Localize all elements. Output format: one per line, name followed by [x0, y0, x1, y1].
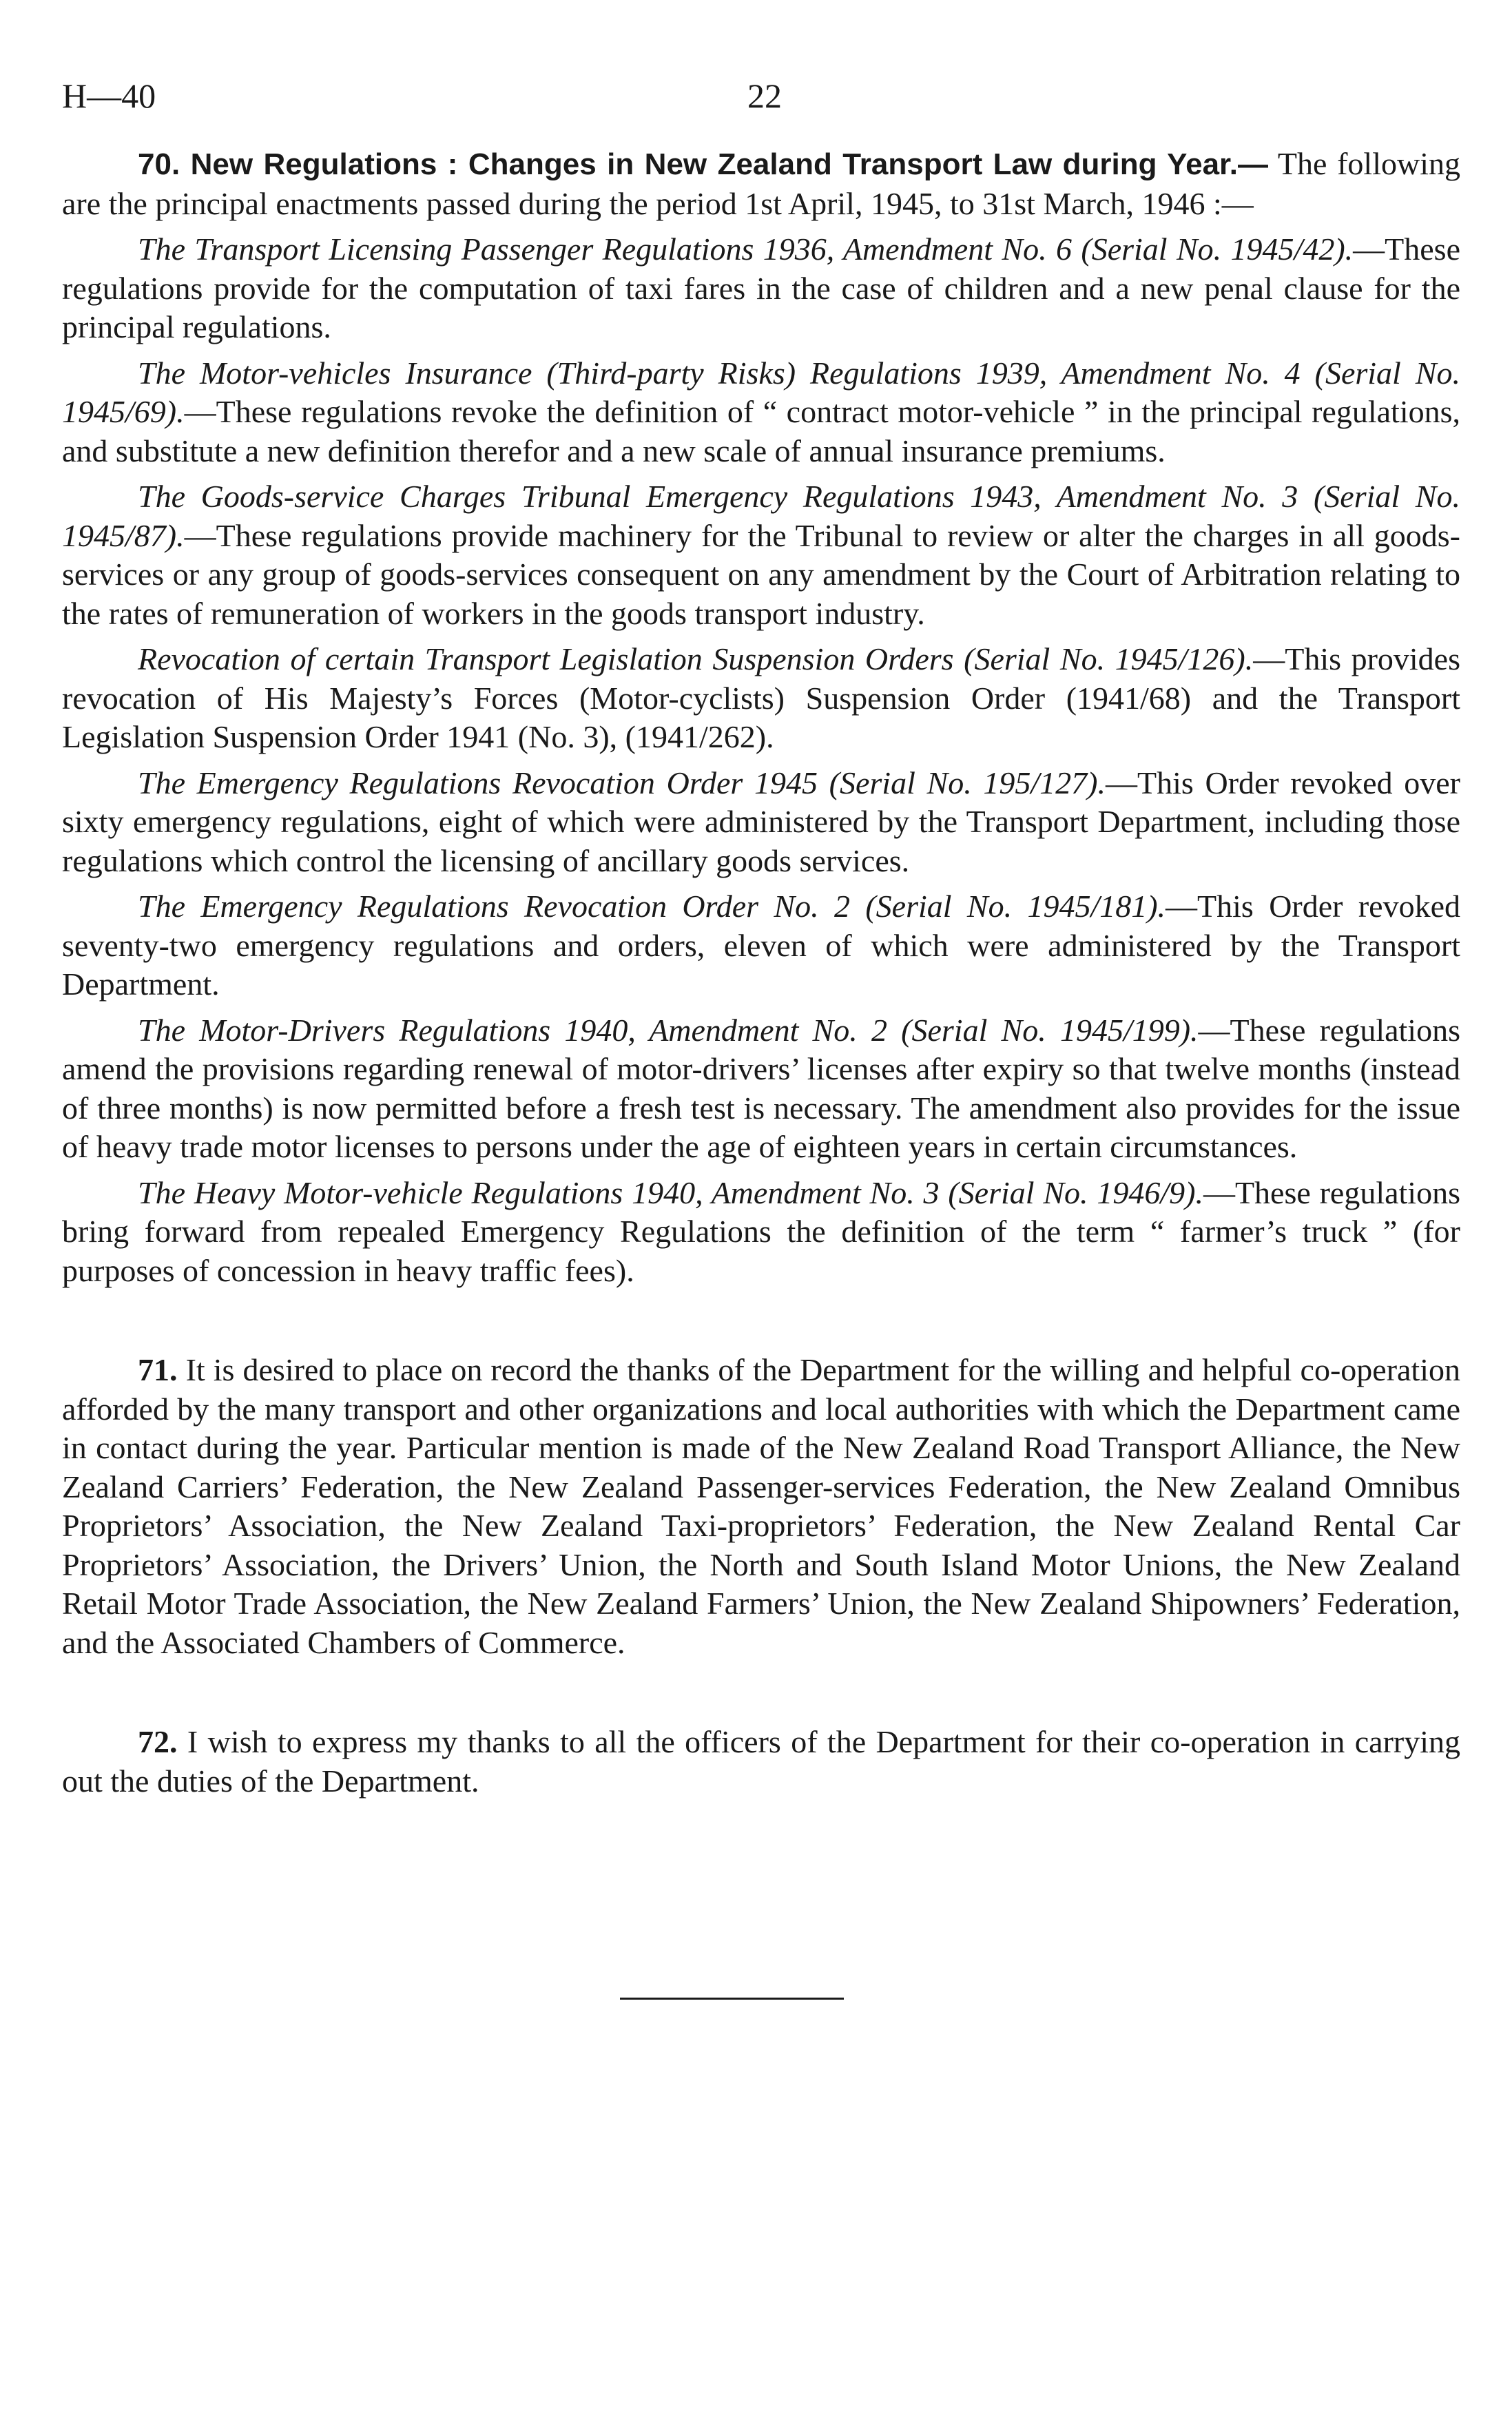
regulation-title: The Transport Licensing Passenger Regulations 1936, Amendment No. 6 (Serial No. 1945/42).	[138, 231, 1354, 267]
regulation-body: —These regulations provide for the computation of taxi fares in the case of children and a new penal clause for the principal regulations.	[62, 231, 1460, 344]
regulation-body: —These regulations amend the provisions regarding renewal of motor-drivers’ licenses after expiry so that twelve months (instead of three months) is now permitted before a fresh test is necessary. The amendment also provides for the issue of heavy trade motor licenses to persons under the age of eighteen years in certain circumstances.	[62, 1012, 1460, 1164]
regulation-title: The Goods-service Charges Tribunal Emergency Regulations 1943, Amendment No. 3 (Serial No. 1945/87).	[62, 479, 1460, 553]
section-70-heading: 70. New Regulations : Changes in New Zealand Transport Law during Year.—	[138, 147, 1268, 181]
regulation-item	[62, 354, 1460, 471]
regulation-item	[62, 640, 1460, 757]
regulation-item	[62, 764, 1460, 881]
regulation-item	[62, 230, 1460, 347]
regulation-title: Revocation of certain Transport Legislation Suspension Orders (Serial No. 1945/126).	[138, 641, 1254, 676]
regulation-title: The Emergency Regulations Revocation Order No. 2 (Serial No. 1945/181).	[138, 889, 1166, 924]
page-header	[62, 76, 1460, 145]
page-number: 22	[747, 76, 782, 115]
regulation-title: The Motor-vehicles Insurance (Third-party Risks) Regulations 1939, Amendment No. 4 (Serial No. 1945/69).	[62, 355, 1460, 429]
regulation-body: —This provides revocation of His Majesty’s Forces (Motor-cyclists) Suspension Order (1941/68) and the Transport Legislation Suspension Order 1941 (No. 3), (1941/262).	[62, 641, 1460, 754]
section-70-intro-text: The following are the principal enactments passed during the period 1st April, 1945, to 31st March, 1946 :—	[62, 146, 1460, 221]
regulation-title: The Heavy Motor-vehicle Regulations 1940, Amendment No. 3 (Serial No. 1946/9).	[138, 1174, 1203, 1210]
document-page	[62, 76, 1460, 1801]
regulation-body: —These regulations revoke the definition of “ contract motor-vehicle ” in the principal regulations, and substitute a new definition therefor and a new scale of annual insurance premiums.	[62, 394, 1460, 468]
closing-rule-divider	[620, 1998, 844, 2000]
regulation-body: —This Order revoked over sixty emergency regulations, eight of which were administered by the Transport Department, including those regulations which control the licensing of ancillary goods services.	[62, 765, 1460, 878]
section-72-number: 72.	[138, 1724, 178, 1759]
regulation-item	[62, 1011, 1460, 1167]
regulation-item	[62, 477, 1460, 633]
regulation-item	[62, 1174, 1460, 1291]
regulation-body: —These regulations provide machinery for the Tribunal to review or alter the charges in all goods-services or any group of goods-services consequent on any amendment by the Court of Arbitration relating to the rates of remuneration of workers in the goods transport industry.	[62, 517, 1460, 631]
regulation-title: The Motor-Drivers Regulations 1940, Amendment No. 2 (Serial No. 1945/199).	[138, 1012, 1199, 1048]
section-71-number: 71.	[138, 1352, 178, 1387]
section-72-text: I wish to express my thanks to all the officers of the Department for their co-operation in carrying out the duties of the Department.	[62, 1724, 1460, 1799]
section-71-paragraph	[62, 1351, 1460, 1662]
regulation-body: —These regulations bring forward from repealed Emergency Regulations the definition of the term “ farmer’s truck ” (for purposes of concession in heavy traffic fees).	[62, 1174, 1460, 1288]
section-71-text: It is desired to place on record the thanks of the Department for the willing and helpful co-operation afforded by the many transport and other organizations and local authorities with which the Department came in contact during the year. Particular mention is made of the New Zealand Road Transport Alliance, the New Zealand Carriers’ Federation, the New Zealand Passenger-services Federation, the New Zealand Omnibus Proprietors’ Association, the New Zealand Taxi-proprietors’ Federation, the New Zealand Rental Car Proprietors’ Association, the Drivers’ Union, the North and South Island Motor Unions, the New Zealand Retail Motor Trade Association, the New Zealand Farmers’ Union, the New Zealand Shipowners’ Federation, and the Associated Chambers of Commerce.	[62, 1352, 1460, 1660]
regulation-body: —This Order revoked seventy-two emergency regulations and orders, eleven of which were administered by the Transport Department.	[62, 889, 1460, 1002]
section-70-intro	[62, 145, 1460, 223]
document-reference: H—40	[62, 76, 156, 115]
regulation-title: The Emergency Regulations Revocation Order 1945 (Serial No. 195/127).	[138, 765, 1106, 800]
section-72-paragraph	[62, 1723, 1460, 1801]
regulation-item	[62, 887, 1460, 1004]
